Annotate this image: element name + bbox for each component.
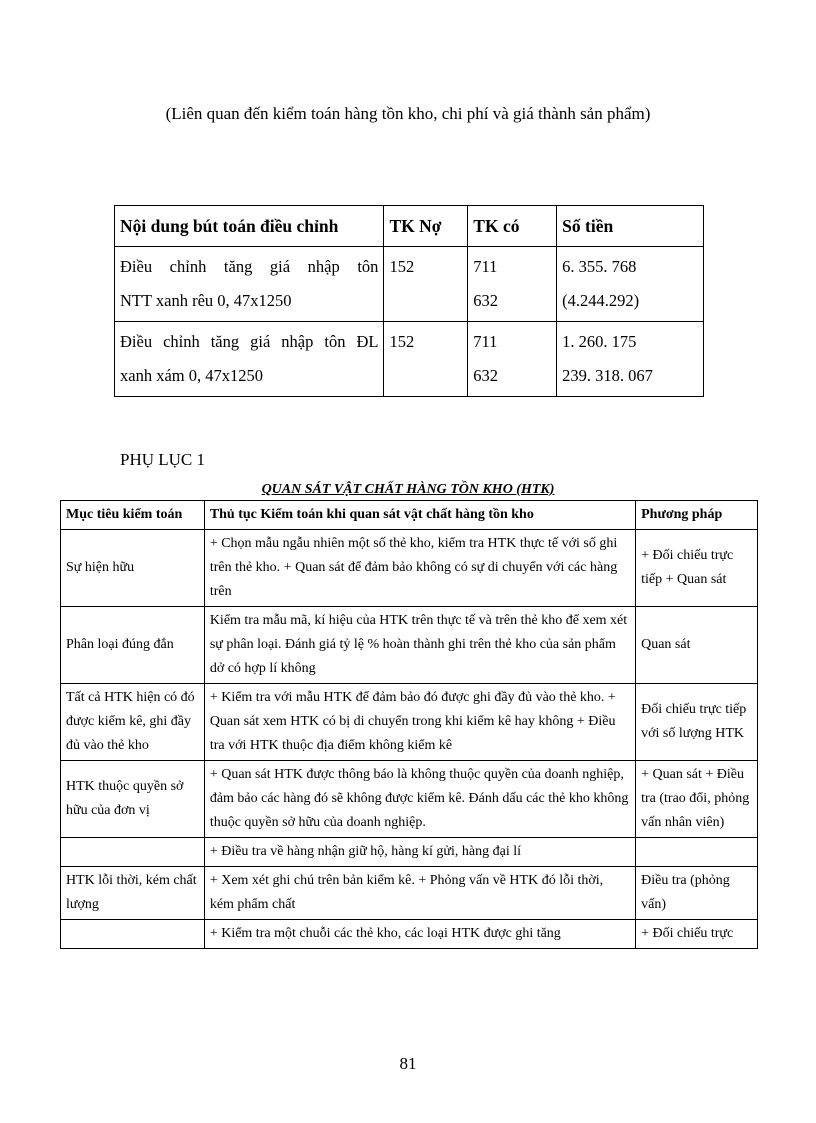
table-row: [115, 322, 704, 397]
header-content: Nội dung bút toán điều chỉnh: [115, 206, 384, 247]
section-subtitle: (Liên quan đến kiểm toán hàng tồn kho, chi phí và giá thành sản phẩm): [165, 104, 651, 123]
content-line: Điều chỉnh tăng giá nhập tôn: [120, 257, 379, 276]
content-line: NTT xanh rêu 0, 47x1250: [120, 291, 292, 310]
page-number: 81: [399, 1054, 417, 1073]
table-header-row: [115, 206, 704, 247]
header-procedure: Thủ tục Kiểm toán khi quan sát vật chất hàng tồn kho: [204, 501, 635, 530]
amount: [557, 322, 704, 397]
header-objective: Mục tiêu kiểm toán: [61, 501, 205, 530]
credit-account: [468, 247, 557, 322]
procedure-cell: Kiểm tra mẫu mã, kí hiệu của HTK trên thực tế và trên thẻ kho để xem xét sự phân loại. Đánh giá tỷ lệ % hoàn thành ghi trên thẻ kho của sản phẩm dở có hợp lí không: [204, 607, 635, 684]
method-cell: [636, 838, 758, 867]
table-row: [61, 530, 758, 607]
entry-content: [115, 247, 384, 322]
amount-line: 1. 260. 175: [562, 332, 637, 351]
table-row: [61, 761, 758, 838]
entry-content: [115, 322, 384, 397]
method-cell: + Đối chiếu trực: [636, 920, 758, 949]
procedure-cell: + Kiểm tra một chuỗi các thẻ kho, các loại HTK được ghi tăng: [204, 920, 635, 949]
inventory-observation-table: [60, 500, 758, 949]
table-row: [61, 607, 758, 684]
amount-line: (4.244.292): [562, 291, 640, 310]
amount-line: 239. 318. 067: [562, 366, 653, 385]
method-cell: + Quan sát + Điều tra (trao đổi, phỏng vấn nhân viên): [636, 761, 758, 838]
procedure-cell: + Chọn mẫu ngẫu nhiên một số thẻ kho, kiểm tra HTK thực tế với số ghi trên thẻ kho. + Quan sát để đảm bảo không có sự di chuyển với các hàng trên: [204, 530, 635, 607]
procedure-cell: + Kiểm tra với mẫu HTK để đảm bảo đó được ghi đầy đủ vào thẻ kho. + Quan sát xem HTK có bị di chuyển trong khi kiểm kê hay không + Điều tra với HTK thuộc địa điểm không kiểm kê: [204, 684, 635, 761]
header-amount: Số tiền: [557, 206, 704, 247]
objective-cell: HTK lỗi thời, kém chất lượng: [61, 867, 205, 920]
objective-cell: [61, 838, 205, 867]
header-debit: TK Nợ: [384, 206, 468, 247]
method-cell: + Đối chiếu trực tiếp + Quan sát: [636, 530, 758, 607]
observation-table-title: QUAN SÁT VẬT CHẤT HÀNG TỒN KHO (HTK): [261, 482, 555, 497]
debit-account: 152: [384, 322, 468, 397]
objective-cell: HTK thuộc quyền sở hữu của đơn vị: [61, 761, 205, 838]
debit-account: 152: [384, 247, 468, 322]
credit-line: 632: [473, 291, 499, 310]
method-cell: Quan sát: [636, 607, 758, 684]
adjustment-entry-table: [114, 205, 704, 397]
credit-line: 632: [473, 366, 499, 385]
method-cell: Điều tra (phỏng vấn): [636, 867, 758, 920]
objective-cell: Sự hiện hữu: [61, 530, 205, 607]
table-row: [61, 867, 758, 920]
procedure-cell: + Quan sát HTK được thông báo là không thuộc quyền của doanh nghiệp, đảm bảo các hàng đó sẽ không được kiểm kê. Đánh dấu các thẻ kho không thuộc quyền sở hữu của doanh nghiệp.: [204, 761, 635, 838]
objective-cell: Tất cả HTK hiện có đó được kiểm kê, ghi đầy đủ vào thẻ kho: [61, 684, 205, 761]
procedure-cell: + Điều tra về hàng nhận giữ hộ, hàng kí gửi, hàng đại lí: [204, 838, 635, 867]
credit-line: 711: [473, 332, 498, 351]
table-row: [115, 247, 704, 322]
content-line: xanh xám 0, 47x1250: [120, 366, 263, 385]
credit-account: [468, 322, 557, 397]
table-row: [61, 920, 758, 949]
header-method: Phương pháp: [636, 501, 758, 530]
table-row: [61, 684, 758, 761]
content-line: Điều chỉnh tăng giá nhập tôn ĐL: [120, 332, 379, 351]
method-cell: Đối chiếu trực tiếp với số lượng HTK: [636, 684, 758, 761]
objective-cell: Phân loại đúng đắn: [61, 607, 205, 684]
procedure-cell: + Xem xét ghi chú trên bản kiểm kê. + Phỏng vấn về HTK đó lỗi thời, kém phẩm chất: [204, 867, 635, 920]
appendix-label: PHỤ LỤC 1: [120, 450, 206, 469]
amount-line: 6. 355. 768: [562, 257, 637, 276]
header-credit: TK có: [468, 206, 557, 247]
amount: [557, 247, 704, 322]
table-header-row: [61, 501, 758, 530]
objective-cell: [61, 920, 205, 949]
credit-line: 711: [473, 257, 498, 276]
table-row: [61, 838, 758, 867]
